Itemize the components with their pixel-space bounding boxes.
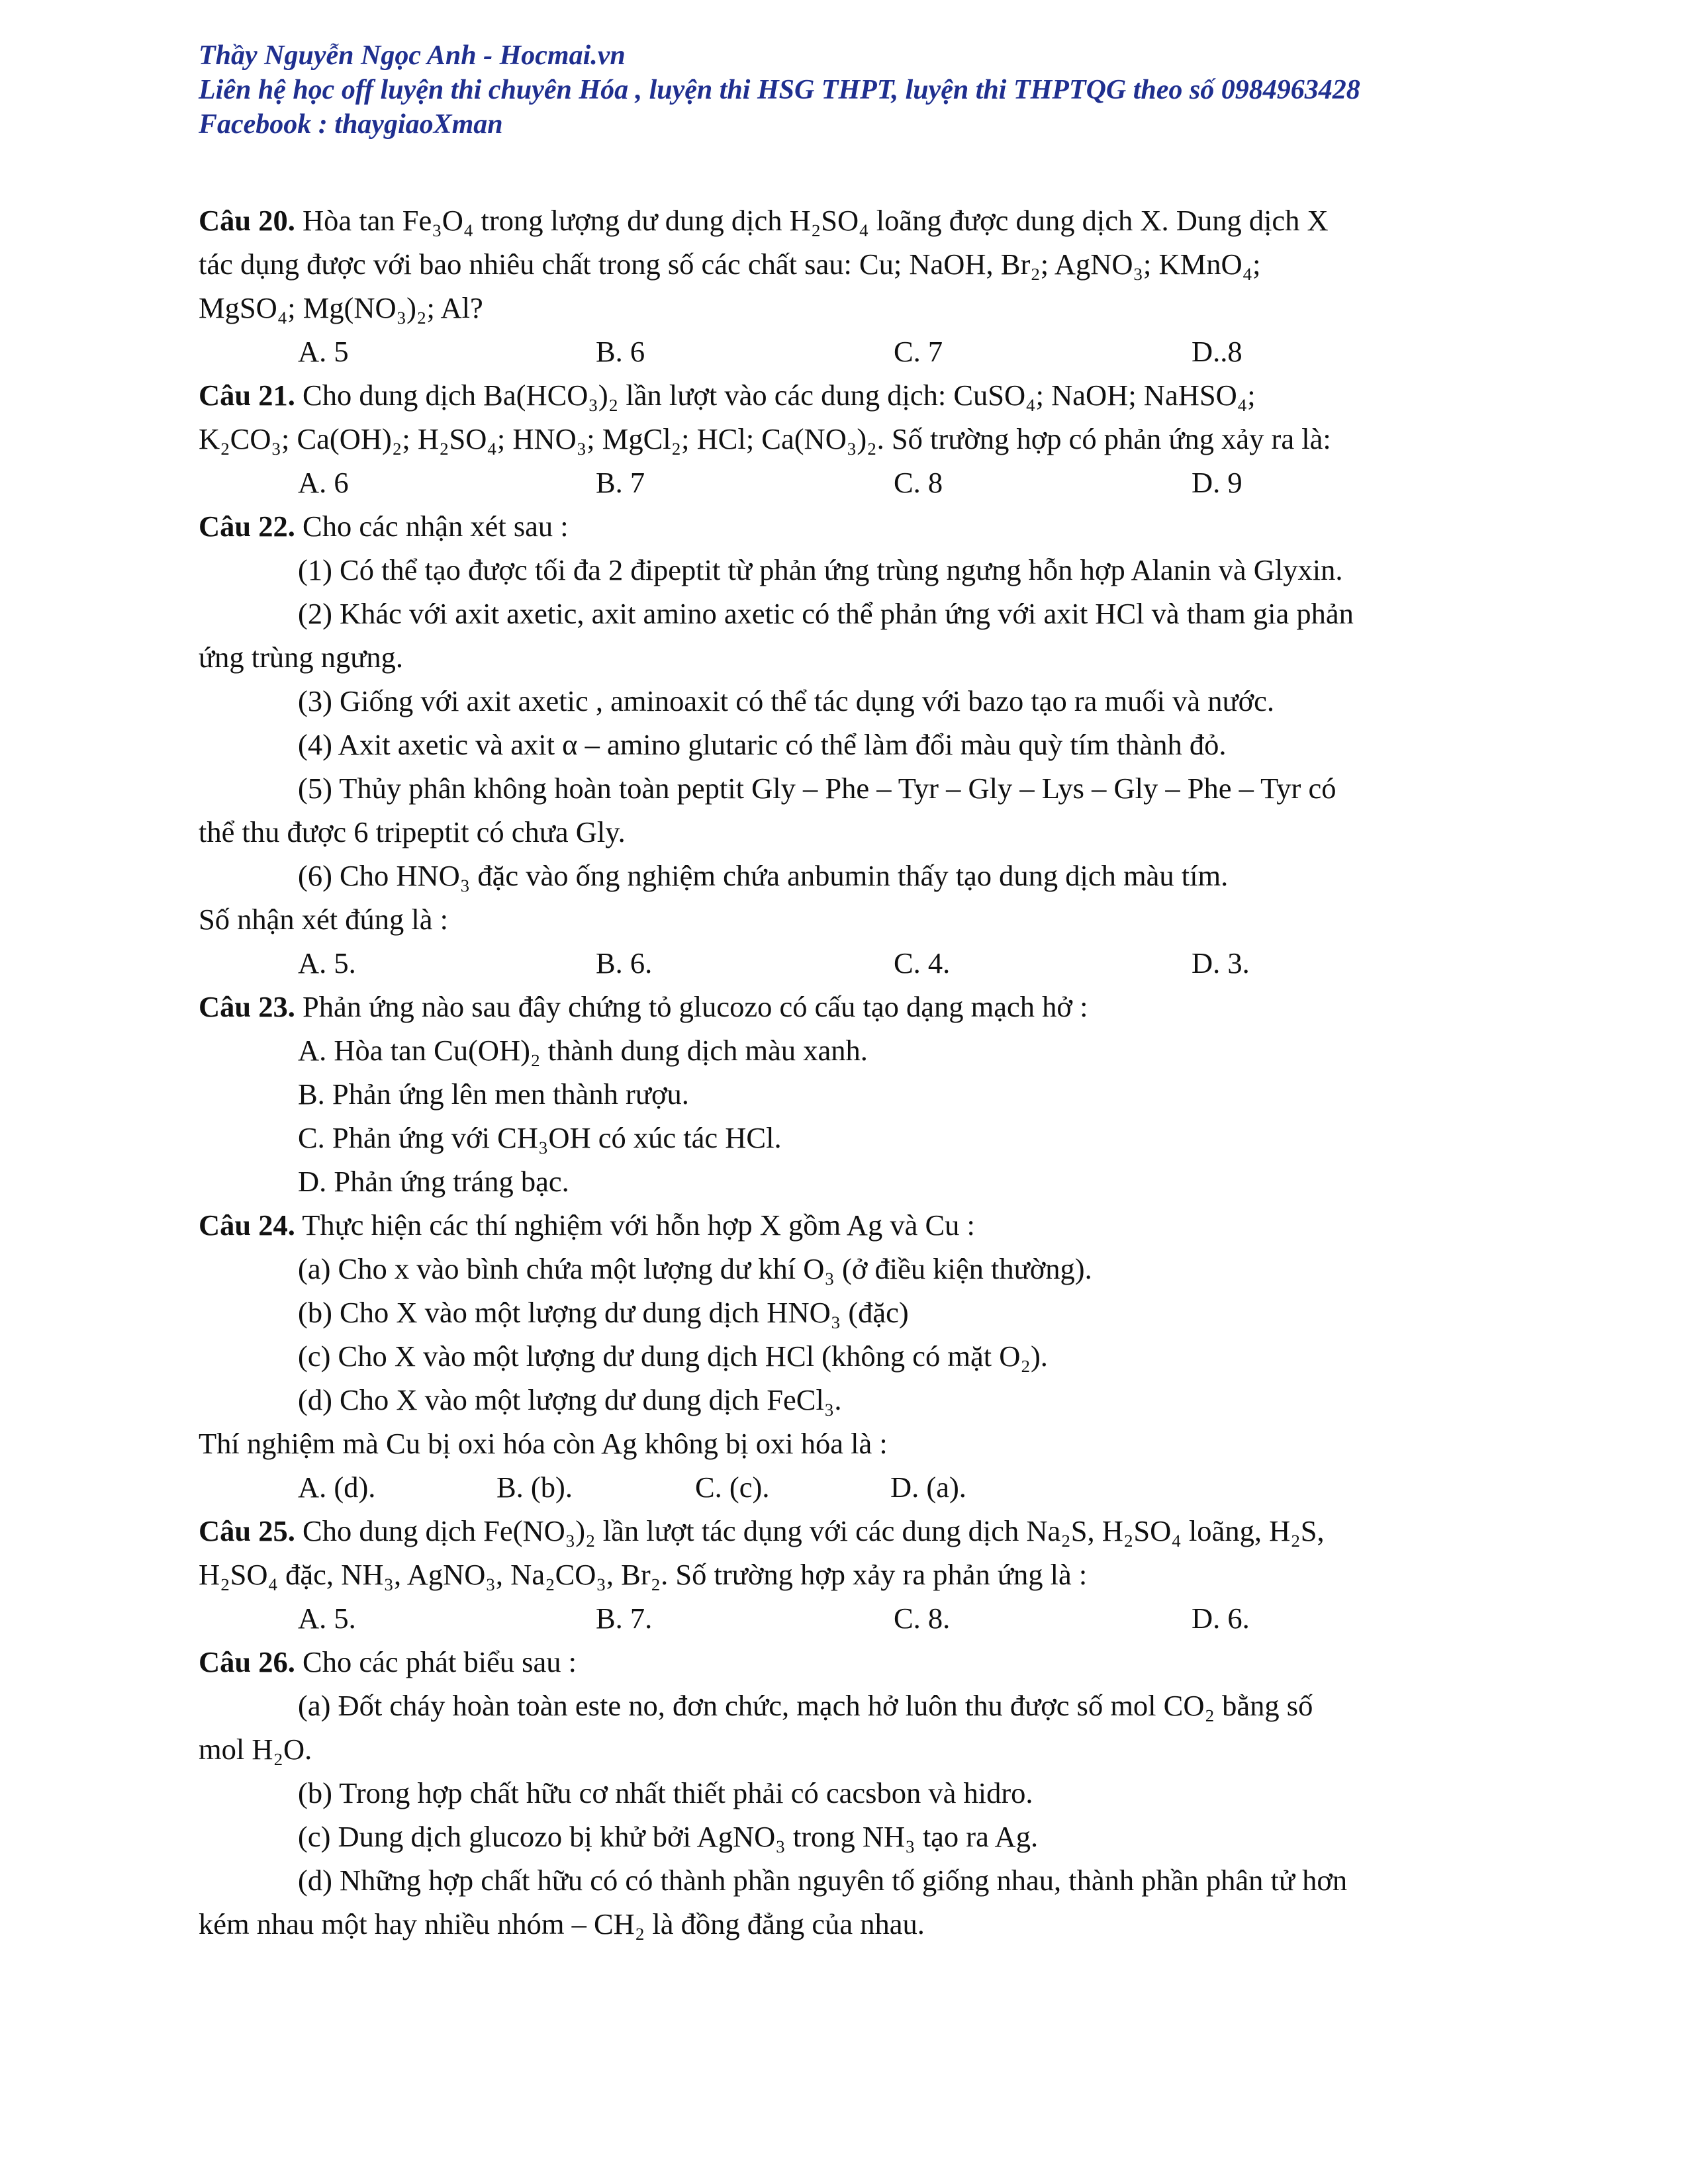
q21-option-a: A. 6	[298, 466, 349, 499]
q22-statement-6: (6) Cho HNO₃ đặc vào ống nghiệm chứa anbumin thấy tạo dung dịch màu tím.	[298, 859, 1229, 892]
q26-statement-d-cont: kém nhau một hay nhiều nhóm – CH₂ là đồng đẳng của nhau.	[199, 1907, 925, 1940]
q20-option-c: C. 7	[894, 335, 943, 368]
q24-label: Câu 24.	[199, 1208, 295, 1242]
q23-line1	[199, 985, 1496, 1028]
q22-statement-4: (4) Axit axetic và axit α – amino glutaric có thể làm đổi màu quỳ tím thành đỏ.	[298, 728, 1227, 761]
q20-options	[199, 330, 1496, 373]
q21-line1	[199, 373, 1496, 417]
q24-option-a: A. (d).	[298, 1471, 376, 1504]
q24-option-b: B. (b).	[496, 1471, 573, 1504]
q22-statement-5: (5) Thủy phân không hoàn toàn peptit Gly – Phe – Tyr – Gly – Lys – Gly – Phe – Tyr có	[298, 772, 1336, 805]
q21-option-b: B. 7	[596, 466, 645, 499]
q26-statement-a: (a) Đốt cháy hoàn toàn este no, đơn chức, mạch hở luôn thu được số mol CO₂ bằng số	[298, 1689, 1313, 1722]
q26-line1	[199, 1640, 1496, 1684]
q24-experiment-d: (d) Cho X vào một lượng dư dung dịch FeCl₃.	[298, 1383, 842, 1416]
q23-option-d: D. Phản ứng tráng bạc.	[298, 1165, 569, 1198]
q26-statement-a-cont: mol H₂O.	[199, 1733, 312, 1766]
q20-line3: MgSO₄; Mg(NO₃)₂; Al?	[199, 291, 483, 324]
q22-ask: Số nhận xét đúng là :	[199, 903, 448, 936]
q24-option-c: C. (c).	[695, 1471, 770, 1504]
q23-text1: Phản ứng nào sau đây chứng tỏ glucozo có cấu tạo dạng mạch hở :	[295, 990, 1088, 1023]
q22-line1	[199, 504, 1496, 548]
q20-option-a: A. 5	[298, 335, 349, 368]
q22-options	[199, 941, 1496, 985]
q22-option-a: A. 5.	[298, 946, 356, 979]
q20-line2: tác dụng được với bao nhiêu chất trong số các chất sau: Cu; NaOH, Br₂; AgNO₃; KMnO₄;	[199, 248, 1261, 281]
q22-text1: Cho các nhận xét sau :	[295, 510, 569, 543]
q24-options	[199, 1465, 1496, 1509]
header-facebook: Facebook : thaygiaoXman	[199, 109, 503, 140]
q26-text1: Cho các phát biểu sau :	[295, 1645, 577, 1678]
q25-label: Câu 25.	[199, 1514, 295, 1547]
q24-option-d: D. (a).	[890, 1471, 966, 1504]
q21-option-d: D. 9	[1192, 466, 1243, 499]
q24-experiment-c: (c) Cho X vào một lượng dư dung dịch HCl (không có mặt O₂).	[298, 1340, 1048, 1373]
q21-text1: Cho dung dịch Ba(HCO₃)₂ lần lượt vào các dung dịch: CuSO₄; NaOH; NaHSO₄;	[295, 379, 1256, 412]
q25-option-d: D. 6.	[1192, 1602, 1250, 1635]
q26-statement-d: (d) Những hợp chất hữu có có thành phần nguyên tố giống nhau, thành phần phân tử hơn	[298, 1864, 1348, 1897]
q22-statement-1: (1) Có thể tạo được tối đa 2 đipeptit từ phản ứng trùng ngưng hỗn hợp Alanin và Glyxin.	[298, 553, 1343, 586]
q24-experiment-b: (b) Cho X vào một lượng dư dung dịch HNO₃ (đặc)	[298, 1296, 909, 1329]
page-header	[199, 38, 1523, 142]
q23-option-b: B. Phản ứng lên men thành rượu.	[298, 1077, 689, 1111]
q21-option-c: C. 8	[894, 466, 943, 499]
q24-ask: Thí nghiệm mà Cu bị oxi hóa còn Ag không bị oxi hóa là :	[199, 1427, 888, 1460]
q23-option-c: C. Phản ứng với CH₃OH có xúc tác HCl.	[298, 1121, 782, 1154]
questions	[199, 199, 1496, 1946]
header-contact: Liên hệ học off luyện thi chuyên Hóa , luyện thi HSG THPT, luyện thi THPTQG theo số 0984963428	[199, 75, 1360, 105]
q22-statement-2-cont: ứng trùng ngưng.	[199, 641, 404, 674]
q25-options	[199, 1596, 1496, 1640]
q26-label: Câu 26.	[199, 1645, 295, 1678]
q24-experiment-a: (a) Cho x vào bình chứa một lượng dư khí O₃ (ở điều kiện thường).	[298, 1252, 1092, 1285]
q22-option-b: B. 6.	[596, 946, 653, 979]
q24-line1	[199, 1203, 1496, 1247]
q22-statement-3: (3) Giống với axit axetic , aminoaxit có thể tác dụng với bazo tạo ra muối và nước.	[298, 684, 1275, 717]
q22-option-d: D. 3.	[1192, 946, 1250, 979]
q24-text1: Thực hiện các thí nghiệm với hỗn hợp X gồm Ag và Cu :	[295, 1208, 975, 1242]
q22-option-c: C. 4.	[894, 946, 951, 979]
q26-statement-c: (c) Dung dịch glucozo bị khử bởi AgNO₃ trong NH₃ tạo ra Ag.	[298, 1820, 1039, 1853]
q20-text1: Hòa tan Fe₃O₄ trong lượng dư dung dịch H₂SO₄ loãng được dung dịch X. Dung dịch X	[295, 204, 1329, 237]
q26-statement-b: (b) Trong hợp chất hữu cơ nhất thiết phải có cacsbon và hidro.	[298, 1776, 1033, 1809]
q21-label: Câu 21.	[199, 379, 295, 412]
q25-line2: H₂SO₄ đặc, NH₃, AgNO₃, Na₂CO₃, Br₂. Số trường hợp xảy ra phản ứng là :	[199, 1558, 1088, 1591]
q23-option-a: A. Hòa tan Cu(OH)₂ thành dung dịch màu xanh.	[298, 1034, 868, 1067]
q23-label: Câu 23.	[199, 990, 295, 1023]
q25-line1	[199, 1509, 1496, 1553]
q22-statement-5-cont: thể thu được 6 tripeptit có chưa Gly.	[199, 815, 626, 848]
q25-text1: Cho dung dịch Fe(NO₃)₂ lần lượt tác dụng với các dung dịch Na₂S, H₂SO₄ loãng, H₂S,	[295, 1514, 1325, 1547]
q25-option-c: C. 8.	[894, 1602, 951, 1635]
q21-line2: K₂CO₃; Ca(OH)₂; H₂SO₄; HNO₃; MgCl₂; HCl; Ca(NO₃)₂. Số trường hợp có phản ứng xảy ra là:	[199, 422, 1331, 455]
q25-option-b: B. 7.	[596, 1602, 653, 1635]
q22-statement-2: (2) Khác với axit axetic, axit amino axetic có thể phản ứng với axit HCl và tham gia phản	[298, 597, 1354, 630]
q20-label: Câu 20.	[199, 204, 295, 237]
q20-option-d: D..8	[1192, 335, 1243, 368]
q22-label: Câu 22.	[199, 510, 295, 543]
q21-options	[199, 461, 1496, 504]
q20-line1	[199, 199, 1496, 242]
q20-option-b: B. 6	[596, 335, 645, 368]
q25-option-a: A. 5.	[298, 1602, 356, 1635]
header-author: Thầy Nguyễn Ngọc Anh - Hocmai.vn	[199, 40, 626, 71]
